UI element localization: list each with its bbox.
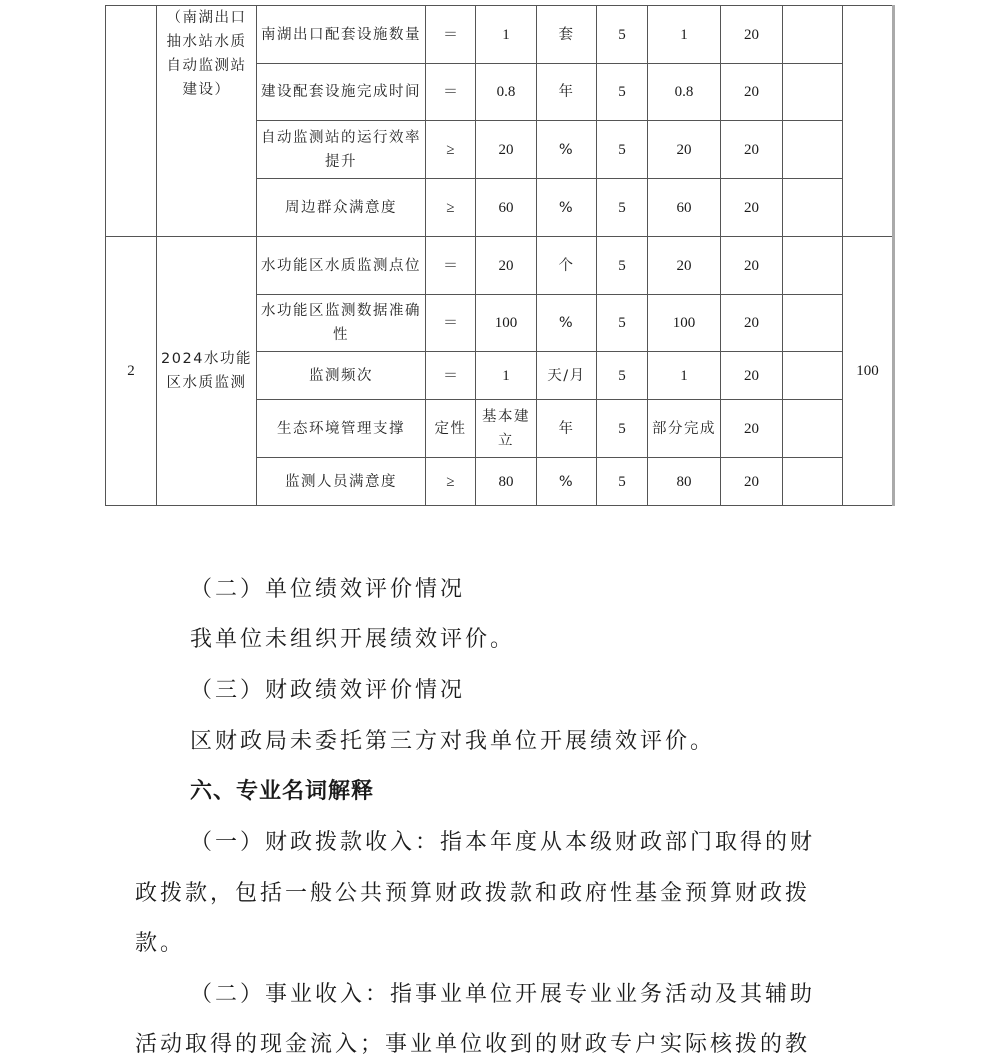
glossary-heading: 六、专业名词解释 [190,779,375,804]
cell-target: 0.8 [476,64,537,121]
cell-actual: 80 [648,458,721,506]
finance-eval-heading: （三）财政绩效评价情况 [190,678,466,703]
cell-weight: 5 [597,64,648,121]
row-index [106,6,157,237]
cell-indicator: 水功能区水质监测点位 [257,237,426,295]
total-score [843,6,894,237]
glossary-2-line-2: 活动取得的现金流入；事业单位收到的财政专户实际核拨的教 [135,1032,811,1057]
cell-note [783,6,843,64]
unit-eval-heading: （二）单位绩效评价情况 [190,577,466,602]
cell-note [783,400,843,458]
cell-indicator: 监测人员满意度 [257,458,426,506]
cell-indicator: 监测频次 [257,352,426,400]
unit-eval-text: 我单位未组织开展绩效评价。 [190,627,516,652]
cell-note [783,237,843,295]
cell-target: 60 [476,179,537,237]
cell-indicator: 自动监测站的运行效率提升 [257,121,426,179]
glossary-2-line-1: （二）事业收入：指事业单位开展专业业务活动及其辅助 [190,982,816,1007]
cell-unit: % [537,179,597,237]
cell-op: ＝ [426,237,476,295]
finance-eval-text: 区财政局未委托第三方对我单位开展绩效评价。 [190,729,716,754]
cell-target: 1 [476,6,537,64]
cell-score: 20 [721,400,783,458]
cell-op: ≥ [426,458,476,506]
cell-target: 基本建立 [476,400,537,458]
cell-op: ＝ [426,295,476,352]
cell-note [783,458,843,506]
cell-note [783,352,843,400]
glossary-1-line-2: 政拨款，包括一般公共预算财政拨款和政府性基金预算财政拨 [135,881,811,906]
cell-indicator: 南湖出口配套设施数量 [257,6,426,64]
cell-op: 定性 [426,400,476,458]
cell-actual: 1 [648,352,721,400]
cell-indicator: 建设配套设施完成时间 [257,64,426,121]
cell-actual: 20 [648,237,721,295]
cell-actual: 0.8 [648,64,721,121]
glossary-1-line-1: （一）财政拨款收入：指本年度从本级财政部门取得的财 [190,830,816,855]
cell-target: 80 [476,458,537,506]
cell-unit: % [537,458,597,506]
cell-weight: 5 [597,237,648,295]
cell-weight: 5 [597,295,648,352]
cell-weight: 5 [597,400,648,458]
total-score: 100 [843,237,894,506]
cell-score: 20 [721,64,783,121]
cell-weight: 5 [597,458,648,506]
cell-score: 20 [721,6,783,64]
cell-score: 20 [721,237,783,295]
cell-unit: 天/月 [537,352,597,400]
cell-score: 20 [721,295,783,352]
performance-indicator-table [105,5,895,506]
cell-target: 1 [476,352,537,400]
cell-actual: 100 [648,295,721,352]
cell-weight: 5 [597,121,648,179]
cell-weight: 5 [597,352,648,400]
cell-note [783,64,843,121]
cell-target: 100 [476,295,537,352]
cell-indicator: 周边群众满意度 [257,179,426,237]
cell-actual: 1 [648,6,721,64]
cell-actual: 60 [648,179,721,237]
project-name: （南湖出口抽水站水质自动监测站建设） [157,6,257,237]
cell-score: 20 [721,179,783,237]
cell-score: 20 [721,352,783,400]
cell-note [783,295,843,352]
cell-op: ＝ [426,64,476,121]
table-row [106,6,894,64]
glossary-1-line-3: 款。 [135,931,186,956]
cell-actual: 20 [648,121,721,179]
row-index: 2 [106,237,157,506]
cell-unit: 套 [537,6,597,64]
project-name: 2024水功能区水质监测 [157,237,257,506]
cell-unit: % [537,295,597,352]
table-row [106,237,894,295]
cell-unit: % [537,121,597,179]
cell-note [783,121,843,179]
cell-score: 20 [721,458,783,506]
cell-indicator: 水功能区监测数据准确性 [257,295,426,352]
cell-target: 20 [476,237,537,295]
cell-unit: 个 [537,237,597,295]
cell-weight: 5 [597,179,648,237]
cell-unit: 年 [537,64,597,121]
cell-op: ≥ [426,121,476,179]
cell-score: 20 [721,121,783,179]
cell-target: 20 [476,121,537,179]
cell-op: ＝ [426,6,476,64]
cell-actual: 部分完成 [648,400,721,458]
cell-weight: 5 [597,6,648,64]
cell-op: ≥ [426,179,476,237]
cell-op: ＝ [426,352,476,400]
cell-note [783,179,843,237]
cell-indicator: 生态环境管理支撑 [257,400,426,458]
cell-unit: 年 [537,400,597,458]
